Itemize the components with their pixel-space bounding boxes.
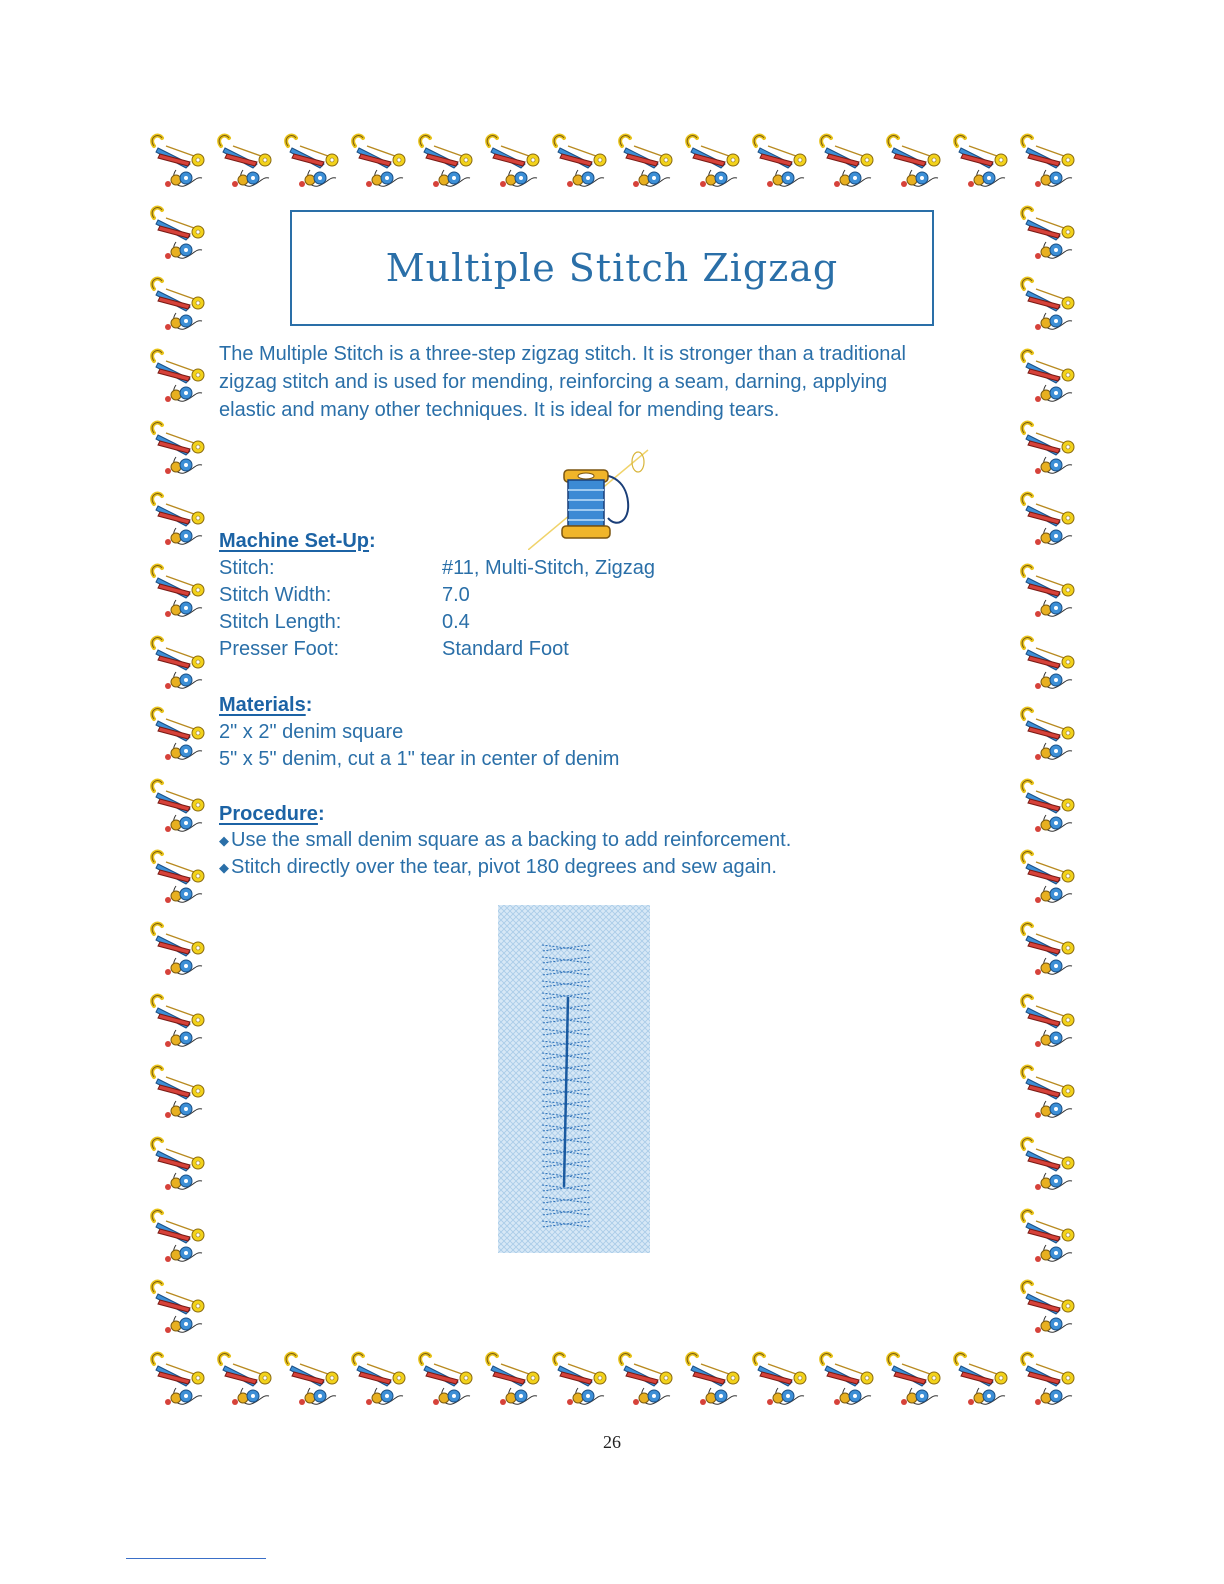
scissors-motif-icon: [146, 1350, 208, 1414]
scissors-motif-icon: [748, 132, 810, 196]
setup-label-foot: Presser Foot:: [219, 638, 340, 660]
scissors-motif-icon: [280, 132, 342, 196]
scissors-motif-icon: [1016, 204, 1078, 268]
setup-value-foot: Standard Foot: [442, 638, 569, 660]
scissors-motif-icon: [146, 204, 208, 268]
bullet-icon: ◆: [219, 859, 229, 875]
scissors-motif-icon: [1016, 347, 1078, 411]
scissors-motif-icon: [1016, 275, 1078, 339]
scissors-motif-icon: [1016, 1135, 1078, 1199]
scissors-motif-icon: [481, 132, 543, 196]
scissors-motif-icon: [146, 1278, 208, 1342]
scissors-motif-icon: [614, 1350, 676, 1414]
scissors-motif-icon: [882, 132, 944, 196]
materials-heading: Materials:: [219, 694, 313, 716]
scissors-motif-icon: [481, 1350, 543, 1414]
scissors-motif-icon: [280, 1350, 342, 1414]
scissors-motif-icon: [146, 634, 208, 698]
intro-paragraph: The Multiple Stitch is a three-step zigzag stitch. It is stronger than a traditional zigzag stitch and is used for mending, reinforcing a seam, darning, applying elastic and many other techniques. It is ideal for mending tears.: [219, 343, 906, 421]
scissors-motif-icon: [681, 132, 743, 196]
material-item-1: 2" x 2" denim square: [219, 721, 404, 743]
setup-heading: Machine Set-Up:: [219, 530, 376, 552]
thread-spool-icon: [528, 440, 668, 550]
procedure-step-2: ◆ Stitch directly over the tear, pivot 180 degrees and sew again.: [219, 856, 777, 878]
scissors-motif-icon: [1016, 419, 1078, 483]
scissors-motif-icon: [146, 490, 208, 554]
scissors-motif-icon: [146, 1207, 208, 1271]
scissors-motif-icon: [1016, 992, 1078, 1056]
title-box: [290, 210, 934, 326]
footer-rule: [126, 1558, 266, 1559]
scissors-motif-icon: [1016, 705, 1078, 769]
scissors-motif-icon: [146, 132, 208, 196]
scissors-motif-icon: [548, 132, 610, 196]
scissors-motif-icon: [414, 132, 476, 196]
scissors-motif-icon: [815, 1350, 877, 1414]
scissors-motif-icon: [146, 777, 208, 841]
scissors-motif-icon: [146, 705, 208, 769]
scissors-motif-icon: [1016, 634, 1078, 698]
scissors-motif-icon: [1016, 132, 1078, 196]
setup-value-length: 0.4: [442, 611, 470, 633]
setup-label-stitch: Stitch:: [219, 557, 275, 579]
scissors-motif-icon: [347, 132, 409, 196]
scissors-motif-icon: [1016, 1350, 1078, 1414]
scissors-motif-icon: [213, 132, 275, 196]
scissors-motif-icon: [146, 562, 208, 626]
setup-value-width: 7.0: [442, 584, 470, 606]
procedure-heading: Procedure:: [219, 803, 325, 825]
scissors-motif-icon: [614, 132, 676, 196]
scissors-motif-icon: [681, 1350, 743, 1414]
scissors-motif-icon: [1016, 920, 1078, 984]
scissors-motif-icon: [949, 1350, 1011, 1414]
scissors-motif-icon: [1016, 490, 1078, 554]
bullet-icon: ◆: [219, 832, 229, 848]
scissors-motif-icon: [1016, 1207, 1078, 1271]
scissors-motif-icon: [146, 347, 208, 411]
scissors-motif-icon: [949, 132, 1011, 196]
material-item-2: 5" x 5" denim, cut a 1" tear in center of denim: [219, 748, 620, 770]
scissors-motif-icon: [146, 848, 208, 912]
scissors-motif-icon: [882, 1350, 944, 1414]
scissors-motif-icon: [146, 1135, 208, 1199]
procedure-step-1: ◆ Use the small denim square as a backing to add reinforcement.: [219, 829, 792, 851]
setup-label-width: Stitch Width:: [219, 584, 332, 606]
scissors-motif-icon: [548, 1350, 610, 1414]
page-number: 26: [603, 1432, 621, 1452]
scissors-motif-icon: [146, 1063, 208, 1127]
scissors-motif-icon: [1016, 848, 1078, 912]
scissors-motif-icon: [748, 1350, 810, 1414]
setup-value-stitch: #11, Multi-Stitch, Zigzag: [442, 557, 656, 579]
scissors-motif-icon: [213, 1350, 275, 1414]
scissors-motif-icon: [1016, 562, 1078, 626]
scissors-motif-icon: [146, 920, 208, 984]
stitch-sample-image: [498, 905, 650, 1253]
scissors-motif-icon: [1016, 1063, 1078, 1127]
scissors-motif-icon: [146, 992, 208, 1056]
scissors-motif-icon: [1016, 1278, 1078, 1342]
page-title: Multiple Stitch Zigzag: [385, 246, 839, 290]
scissors-motif-icon: [815, 132, 877, 196]
scissors-motif-icon: [146, 275, 208, 339]
scissors-motif-icon: [1016, 777, 1078, 841]
scissors-motif-icon: [414, 1350, 476, 1414]
scissors-motif-icon: [347, 1350, 409, 1414]
setup-label-length: Stitch Length:: [219, 611, 342, 633]
scissors-motif-icon: [146, 419, 208, 483]
